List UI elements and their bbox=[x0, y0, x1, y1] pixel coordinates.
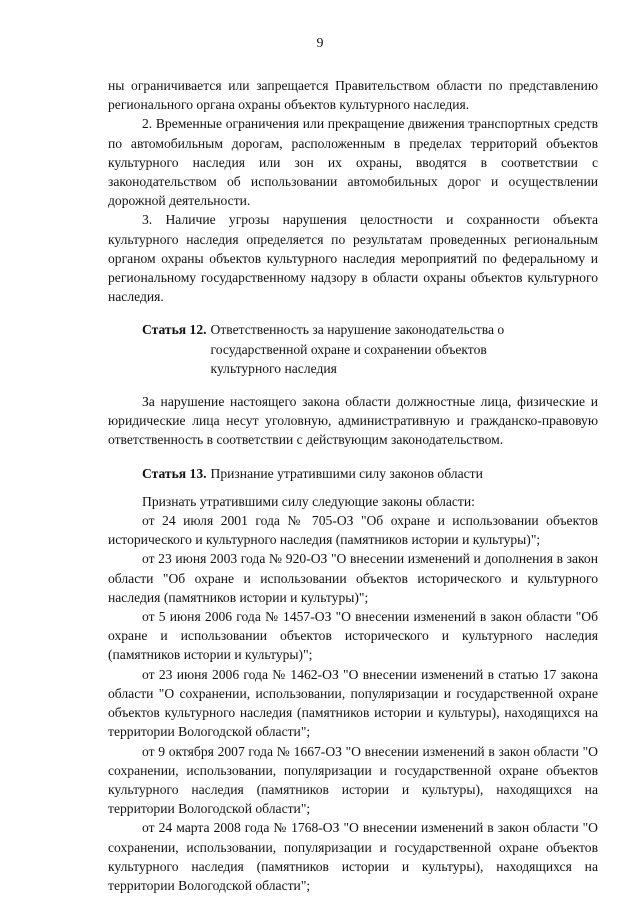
article-12-title: Ответственность за нарушение законодательства о государственной охране и сохранении объектов культурного наследия bbox=[210, 322, 505, 376]
list-item: от 24 июля 2001 года № 705-ОЗ "Об охране и использовании объектов исторического и культурного наследия (памятников истории и культуры)"; bbox=[108, 513, 598, 548]
list-item: от 24 марта 2008 года № 1768-ОЗ "О внесении изменений в закон области "О сохранении, использовании, популяризации и государственной охране объектов культурного наследия (памятников истории и культуры), находящихся на территории Вологодской области"; bbox=[108, 820, 598, 893]
page-number: 9 bbox=[316, 36, 324, 51]
document-body bbox=[108, 76, 598, 895]
paragraph: 2. Временные ограничения или прекращение движения транспортных средств по автомобильным дорогам, расположенным в пределах территорий объектов культурного наследия или зон их охраны, вводятся в соответствии с законодательством об использовании автомобильных дорог и осуществлении дорожной деятельности. bbox=[108, 116, 598, 209]
article-12-label: Статья 12. bbox=[142, 322, 207, 338]
article-13-label: Статья 13. bbox=[142, 465, 207, 481]
list-item: от 23 июня 2003 года № 920-ОЗ "О внесении изменений и дополнения в закон области "Об охране и использовании объектов исторического и культурного наследия (памятников истории и культуры)"; bbox=[108, 551, 598, 605]
paragraph: 3. Наличие угрозы нарушения целостности и сохранности объекта культурного наследия определяется по результатам проведенных региональным органом охраны объектов культурного наследия мероприятий по федеральному и региональному государственному надзору в области охраны объектов культурного наследия. bbox=[108, 212, 598, 305]
paragraph: За нарушение настоящего закона области должностные лица, физические и юридические лица несут уголовную, административную и гражданско-правовую ответственность в соответствии с действующим законодательством. bbox=[108, 394, 598, 448]
article-12-heading bbox=[108, 320, 598, 378]
paragraph: Признать утратившими силу следующие законы области: bbox=[142, 493, 475, 509]
list-item: от 23 июня 2006 года № 1462-ОЗ "О внесении изменений в статью 17 закона области "О сохранении, использовании, популяризации и государственной охране объектов культурного наследия (памятников истории и культуры), находящихся на территории Вологодской области"; bbox=[108, 666, 598, 740]
list-item: от 5 июня 2006 года № 1457-ОЗ "О внесении изменений в закон области "Об охране и использовании объектов исторического и культурного наследия (памятников истории и культуры)"; bbox=[108, 609, 598, 663]
list-item: от 9 октября 2007 года № 1667-ОЗ "О внесении изменений в закон области "О сохранении, использовании, популяризации и государственной охране объектов культурного наследия (памятников истории и культуры), находящихся на территории Вологодской области"; bbox=[108, 743, 598, 817]
paragraph: ны ограничивается или запрещается Правительством области по представлению регионального органа охраны объектов культурного наследия. bbox=[108, 78, 598, 113]
article-13-title: Признание утратившими силу законов области bbox=[210, 465, 483, 481]
article-13-heading bbox=[108, 464, 598, 483]
